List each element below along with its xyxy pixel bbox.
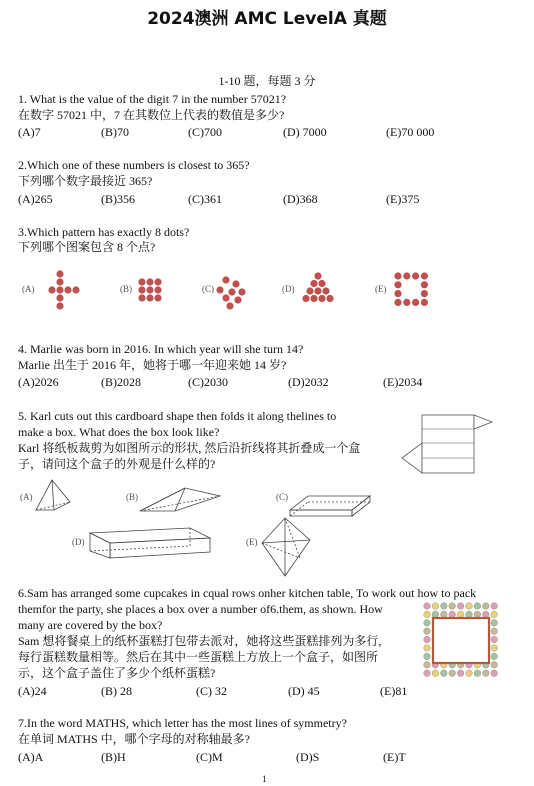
q5-question-zh-1: Karl 将纸板裁剪为如图所示的形状, 然后沿折线将其折叠成一个盒	[18, 441, 361, 455]
q3-dot	[326, 295, 333, 302]
page-number: 1	[262, 774, 267, 784]
q3-label-b[interactable]: (B)	[120, 284, 132, 294]
q3-dot	[154, 278, 161, 285]
q1-option-c[interactable]: (C)700	[188, 125, 222, 139]
q3-dot	[238, 288, 245, 295]
q6-cupcake	[441, 603, 448, 610]
q3-dot	[234, 296, 241, 303]
q6-cupcake	[441, 670, 448, 677]
q3-dot	[138, 286, 145, 293]
q5-question-en-2: make a box. What does the box look like?	[18, 425, 220, 439]
q5-shape-e	[262, 518, 310, 576]
q6-cupcake-grid	[423, 602, 503, 680]
q6-cupcake	[483, 603, 490, 610]
q3-question-en: 3.Which pattern has exactly 8 dots?	[18, 225, 190, 239]
q3-label-c[interactable]: (C)	[202, 284, 214, 294]
q5-label-e[interactable]: (E)	[246, 537, 258, 547]
q4-option-c[interactable]: (C)2030	[188, 375, 228, 389]
q3-dot	[154, 294, 161, 301]
q3-dot	[146, 286, 153, 293]
q6-cupcake	[424, 662, 431, 669]
page-title: 2024澳洲 AMC LevelA 真题	[147, 9, 387, 29]
q3-dot	[412, 299, 419, 306]
q3-dot	[394, 281, 401, 288]
q6-cupcake	[457, 670, 464, 677]
q3-dot	[138, 278, 145, 285]
q5-question-en-1: 5. Karl cuts out this cardboard shape then folds it along thelines to	[18, 409, 337, 423]
q6-cupcake	[457, 603, 464, 610]
q4-option-b[interactable]: (B)2028	[101, 375, 141, 389]
q4-question-en: 4. Marlie was born in 2016. In which year will she turn 14?	[18, 342, 304, 356]
q3-dot	[322, 287, 329, 294]
q6-cupcake	[474, 611, 481, 618]
q3-dot	[146, 294, 153, 301]
q3-dot	[302, 295, 309, 302]
q7-option-c[interactable]: (C)M	[196, 750, 223, 764]
q6-cupcake	[424, 628, 431, 635]
q3-dot	[228, 288, 235, 295]
q6-cupcake	[474, 670, 481, 677]
q3-dot	[222, 294, 229, 301]
q3-dot	[421, 281, 428, 288]
q1-option-b[interactable]: (B)70	[101, 125, 129, 139]
q7-option-b[interactable]: (B)H	[101, 750, 126, 764]
q3-dot	[48, 286, 55, 293]
q6-cupcake	[424, 611, 431, 618]
q6-cupcake	[432, 603, 439, 610]
q3-dot	[138, 294, 145, 301]
q3-dot	[232, 280, 239, 287]
q6-question-en-2: themfor the party, she places a box over a number of6.them, as shown. How	[18, 602, 383, 616]
q6-cupcake	[483, 670, 490, 677]
q3-dot	[154, 286, 161, 293]
q1-question-zh: 在数字 57021 中，7 在其数位上代表的数值是多少?	[18, 108, 285, 122]
q6-cupcake	[432, 670, 439, 677]
q3-dot	[318, 295, 325, 302]
q1-option-a[interactable]: (A)7	[18, 125, 41, 139]
q6-cupcake	[491, 645, 498, 652]
q6-question-en-3: many are covered by the box?	[18, 618, 163, 632]
q3-dot	[310, 280, 317, 287]
q2-option-a[interactable]: (A)265	[18, 192, 53, 206]
q6-cupcake	[483, 611, 490, 618]
q6-cupcake	[449, 611, 456, 618]
q6-cupcake	[466, 611, 473, 618]
q6-cupcake	[491, 620, 498, 627]
q3-dot	[314, 272, 321, 279]
q3-dot	[394, 299, 401, 306]
q5-label-a[interactable]: (A)	[20, 492, 33, 502]
q4-option-d[interactable]: (D)2032	[288, 375, 329, 389]
q2-option-c[interactable]: (C)361	[188, 192, 222, 206]
q6-cupcake	[424, 645, 431, 652]
q2-option-b[interactable]: (B)356	[101, 192, 135, 206]
q3-pattern-e	[394, 272, 428, 306]
q7-question-zh: 在单词 MATHS 中，哪个字母的对称轴最多?	[18, 732, 251, 746]
q7-option-e[interactable]: (E)T	[383, 750, 406, 764]
q6-cupcake	[491, 653, 498, 660]
q3-dot	[421, 272, 428, 279]
q3-dot	[421, 299, 428, 306]
q6-cupcake	[449, 670, 456, 677]
q2-option-e[interactable]: (E)375	[386, 192, 420, 206]
q3-dot	[56, 294, 63, 301]
q6-cupcake	[424, 636, 431, 643]
q3-dot	[310, 295, 317, 302]
q3-label-d[interactable]: (D)	[282, 284, 295, 294]
q6-question-zh-3: 示，这个盒子盖住了多少个纸杯蛋糕?	[18, 666, 216, 680]
q6-question-zh-2: 每行蛋糕数量相等。然后在其中一些蛋糕上方放上一个盒子，如图所	[18, 650, 379, 664]
q6-cupcake	[466, 670, 473, 677]
q5-shape-b	[140, 488, 220, 511]
q3-pattern-a	[48, 270, 79, 309]
q3-dot	[226, 302, 233, 309]
q3-dot	[64, 286, 71, 293]
q6-cupcake	[424, 620, 431, 627]
q3-dot	[56, 286, 63, 293]
q6-cupcake	[441, 611, 448, 618]
q3-dot	[56, 278, 63, 285]
q1-option-e[interactable]: (E)70 000	[386, 125, 435, 139]
q5-shape-d	[90, 528, 210, 558]
q5-label-b[interactable]: (B)	[126, 492, 138, 502]
q5-cardboard-net	[400, 410, 495, 475]
q3-dot	[394, 272, 401, 279]
q3-dot	[306, 287, 313, 294]
q5-question-zh-2: 子，请问这个盒子的外观是什么样的?	[18, 457, 216, 471]
q3-dot	[394, 290, 401, 297]
q7-question-en: 7.In the word MATHS, which letter has the most lines of symmetry?	[18, 716, 347, 730]
q6-cupcake	[466, 603, 473, 610]
q6-option-d[interactable]: (D) 45	[288, 684, 320, 698]
q2-question-zh: 下列哪个数字最接近 365?	[18, 174, 153, 188]
q6-cupcake	[491, 636, 498, 643]
q3-dot	[216, 286, 223, 293]
q6-cupcake	[424, 653, 431, 660]
q6-cupcake	[424, 603, 431, 610]
q3-dot	[421, 290, 428, 297]
q6-option-e[interactable]: (E)81	[380, 684, 408, 698]
q3-label-e[interactable]: (E)	[375, 284, 387, 294]
q6-cupcake	[432, 611, 439, 618]
q6-option-a[interactable]: (A)24	[18, 684, 47, 698]
q7-option-d[interactable]: (D)S	[296, 750, 320, 764]
q2-question-en: 2.Which one of these numbers is closest to 365?	[18, 158, 250, 172]
q6-cupcake	[491, 611, 498, 618]
q3-dot	[314, 287, 321, 294]
q7-option-a[interactable]: (A)A	[18, 750, 44, 764]
q3-dot	[403, 299, 410, 306]
q3-dot	[318, 280, 325, 287]
q4-option-a[interactable]: (A)2026	[18, 375, 59, 389]
q6-question-zh-1: Sam 想将餐桌上的纸杯蛋糕打包带去派对，她将这些蛋糕排列为多行,	[18, 634, 382, 648]
q6-cupcake	[424, 670, 431, 677]
q6-cupcake	[491, 670, 498, 677]
q6-option-b[interactable]: (B) 28	[101, 684, 132, 698]
q6-cupcake	[491, 603, 498, 610]
q6-cupcake	[457, 611, 464, 618]
q5-box-options	[0, 478, 534, 578]
q3-question-zh: 下列哪个图案包含 8 个点?	[18, 240, 156, 254]
q4-question-zh: Marlie 出生于 2016 年，她将于哪一年迎来她 14 岁?	[18, 358, 287, 372]
q3-pattern-b	[138, 278, 161, 301]
q1-option-d[interactable]: (D) 7000	[283, 125, 327, 139]
q5-label-d[interactable]: (D)	[72, 537, 85, 547]
q2-option-d[interactable]: (D)368	[283, 192, 318, 206]
q3-pattern-d	[302, 272, 333, 302]
q1-question-en: 1. What is the value of the digit 7 in the number 57021?	[18, 92, 287, 106]
q5-shape-a	[36, 480, 70, 510]
q3-label-a[interactable]: (A)	[22, 284, 35, 294]
q3-dot	[412, 272, 419, 279]
q6-cupcake	[449, 603, 456, 610]
q3-dot	[56, 302, 63, 309]
q4-option-e[interactable]: (E)2034	[383, 375, 423, 389]
q3-dot	[56, 270, 63, 277]
q6-covering-box	[433, 618, 489, 663]
q3-dot	[403, 272, 410, 279]
q5-label-c[interactable]: (C)	[276, 492, 288, 502]
q3-pattern-c	[216, 276, 245, 309]
q6-option-c[interactable]: (C) 32	[196, 684, 227, 698]
q3-dot-patterns	[0, 262, 534, 317]
q6-question-en-1: 6.Sam has arranged some cupcakes in cqual rows onher kitchen table, To work out how to pack	[18, 586, 477, 600]
section-subtitle: 1-10 题，每题 3 分	[218, 74, 316, 88]
q3-dot	[222, 276, 229, 283]
q5-shape-c	[290, 496, 370, 516]
q6-cupcake	[491, 628, 498, 635]
q3-dot	[72, 286, 79, 293]
q6-cupcake	[491, 662, 498, 669]
q3-dot	[146, 278, 153, 285]
q6-cupcake	[474, 603, 481, 610]
